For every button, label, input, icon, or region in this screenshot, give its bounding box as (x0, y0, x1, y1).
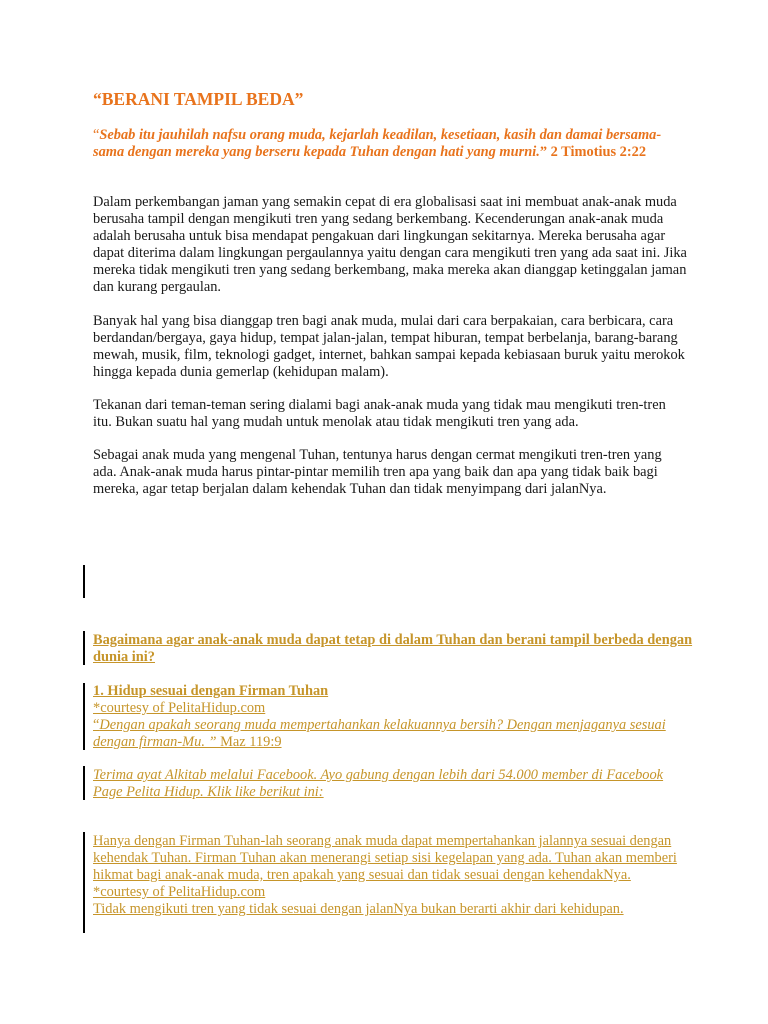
firman-block (93, 833, 693, 918)
paragraph-2: Banyak hal yang bisa dianggap tren bagi anak muda, mulai dari cara berpakaian, cara berbicara, cara berdandan/bergaya, gaya hidup, tempat jalan-jalan, tempat hiburan, tempat berbelanja, barang-barang mewah, musik, film, teknologi gadget, internet, bahkan sampai kepada kebiasaan buruk yaitu merokok hingga kepada dunia gemerlap (kehidupan malam). (93, 313, 685, 380)
document-title: “BERANI TAMPIL BEDA” (93, 89, 304, 109)
courtesy-link-2[interactable]: *courtesy of PelitaHidup.com (93, 884, 266, 900)
paragraph-3: Tekanan dari teman-teman sering dialami bagi anak-anak muda yang tidak mau mengikuti tren-tren itu. Bukan suatu hal yang mudah untuk menolak atau tidak mengikuti tren yang ada. (93, 397, 666, 430)
point-1-heading-link[interactable]: 1. Hidup sesuai dengan Firman Tuhan (93, 683, 329, 699)
verse-open-quote: “ (93, 127, 100, 143)
text-cursor (83, 565, 85, 598)
question-link[interactable]: Bagaimana agar anak-anak muda dapat tetap di dalam Tuhan dan berani tampil berbeda dengan dunia ini? (93, 632, 693, 665)
courtesy-link-1[interactable]: *courtesy of PelitaHidup.com (93, 700, 266, 716)
paragraph-1: Dalam perkembangan jaman yang semakin cepat di era globalisasi saat ini membuat anak-anak muda berusaha tampil dengan mengikuti tren yang sedang berkembang. Kecenderungan anak-anak muda adalah berusaha untuk bisa mendapat pengakuan dari lingkungan sekitarnya. Mereka berusaha agar dapat diterima dalam lingkungan pergaulannya yaitu dengan cara mengikuti tren yang ada saat ini. Jika mereka tidak mengikuti tren yang sedang berkembang, maka mereka akan dianggap ketinggalan jaman dan kurang pergaulan. (93, 194, 687, 295)
firman-text-link[interactable]: Hanya dengan Firman Tuhan-lah seorang anak muda dapat mempertahankan jalannya sesuai dengan kehendak Tuhan. Firman Tuhan akan menerangi setiap sisi kegelapan yang ada. Tuhan akan memberi hikmat bagi anak-anak muda, tren apakah yang sesuai dan tidak sesuai dengan kehendakNya. (93, 833, 677, 883)
margin-bar (83, 683, 85, 750)
facebook-invite-link[interactable]: Terima ayat Alkitab melalui Facebook. Ayo gabung dengan lebih dari 54.000 member di Facebook Page Pelita Hidup. Klik like berikut ini: (93, 767, 664, 800)
margin-bar (83, 832, 85, 933)
margin-bar (83, 631, 85, 665)
point-1-block (93, 683, 693, 751)
last-line-link[interactable]: Tidak mengikuti tren yang tidak sesuai dengan jalanNya bukan berarti akhir dari kehidupan. (93, 901, 624, 917)
opening-verse (93, 127, 683, 161)
margin-bar (83, 766, 85, 800)
verse-text: Sebab itu jauhilah nafsu orang muda, kejarlah keadilan, kesetiaan, kasih dan damai bersama-sama dengan mereka yang berseru kepada Tuhan dengan hati yang murni. (93, 127, 662, 160)
verse-reference: ” 2 Timotius 2:22 (539, 144, 647, 160)
paragraph-4: Sebagai anak muda yang mengenal Tuhan, tentunya harus dengan cermat mengikuti tren-tren yang ada. Anak-anak muda harus pintar-pintar memilih tren apa yang baik dan apa yang tidak baik bagi mereka, agar tetap berjalan dalam kehendak Tuhan dan tidak menyimpang dari jalanNya. (93, 447, 662, 497)
verse-2-link[interactable]: “Dengan apakah seorang muda mempertahankan kelakuannya bersih? Dengan menjaganya sesuai dengan firman-Mu. ” Maz 119:9 (93, 717, 666, 750)
